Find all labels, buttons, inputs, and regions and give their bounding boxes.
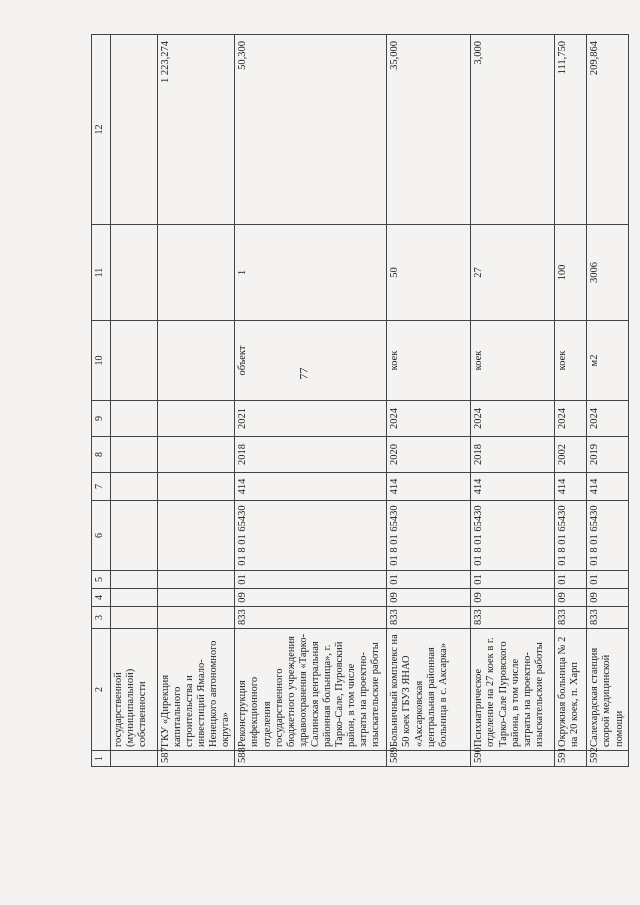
- header-cell: 3: [92, 607, 111, 629]
- unit-cell: объект: [235, 321, 387, 401]
- year-cell: [158, 401, 235, 437]
- code-cell: 833: [555, 607, 587, 629]
- code-cell: [158, 473, 235, 501]
- object-name-cell: Салехардская станция скорой медицинской помощи: [587, 629, 628, 751]
- table-row: [587, 35, 628, 767]
- capacity-cell: 27: [471, 225, 555, 321]
- row-number-cell: 588: [235, 751, 387, 767]
- code-cell: 833: [235, 607, 387, 629]
- code-cell: 414: [555, 473, 587, 501]
- year-cell: 2024: [471, 401, 555, 437]
- rotated-table-container: [91, 35, 625, 767]
- object-name-cell: государственной (муниципальной) собственности: [111, 629, 158, 751]
- capacity-cell: 3006: [587, 225, 628, 321]
- year-cell: 2024: [387, 401, 471, 437]
- unit-cell: коек: [555, 321, 587, 401]
- table-row: [158, 35, 235, 767]
- code-cell: 414: [587, 473, 628, 501]
- year-cell: 2024: [587, 401, 628, 437]
- code-cell: [111, 607, 158, 629]
- code-cell: [111, 501, 158, 571]
- capacity-cell: [111, 225, 158, 321]
- table-header-row: [92, 35, 111, 767]
- table-viewport: [91, 35, 625, 767]
- amount-cell: 3,000: [471, 35, 555, 225]
- object-name-cell: Реконструкция инфекционного отделения государственного бюджетного учреждения здравоохранения «Тарко-Салинская центральная районная больница», г. Тарко-Сале, Пуровский район, в том числе затраты на проектно-изыскательские работы: [235, 629, 387, 751]
- code-cell: 09: [471, 589, 555, 607]
- year-cell: 2020: [387, 437, 471, 473]
- object-name-cell: Больничный комплекс на 50 коек ГБУЗ ЯНАО «Аксарковская центральная районная больница в с. Аксарка»: [387, 629, 471, 751]
- unit-cell: коек: [471, 321, 555, 401]
- code-cell: 833: [471, 607, 555, 629]
- row-number-cell: 592: [587, 751, 628, 767]
- code-cell: 414: [387, 473, 471, 501]
- unit-cell: м2: [587, 321, 628, 401]
- unit-cell: коек: [387, 321, 471, 401]
- code-cell: 833: [587, 607, 628, 629]
- amount-cell: [111, 35, 158, 225]
- code-cell: 01: [555, 571, 587, 589]
- header-cell: 9: [92, 401, 111, 437]
- header-cell: 8: [92, 437, 111, 473]
- year-cell: 2002: [555, 437, 587, 473]
- table-row: [111, 35, 158, 767]
- code-cell: 09: [235, 589, 387, 607]
- row-number-cell: 587: [158, 751, 235, 767]
- object-name-cell: ГКУ «Дирекция капитального строительства и инвестиций Ямало-Ненецкого автономного округа»: [158, 629, 235, 751]
- year-cell: 2021: [235, 401, 387, 437]
- table-row: [555, 35, 587, 767]
- code-cell: [111, 589, 158, 607]
- year-cell: 2018: [235, 437, 387, 473]
- code-cell: 01 8 01 65430: [555, 501, 587, 571]
- row-number-cell: 591: [555, 751, 587, 767]
- table-row: [387, 35, 471, 767]
- code-cell: 01 8 01 65430: [387, 501, 471, 571]
- header-cell: 11: [92, 225, 111, 321]
- year-cell: 2024: [555, 401, 587, 437]
- header-cell: 6: [92, 501, 111, 571]
- capacity-cell: 50: [387, 225, 471, 321]
- code-cell: 414: [235, 473, 387, 501]
- header-cell: 10: [92, 321, 111, 401]
- row-number-cell: 589: [387, 751, 471, 767]
- code-cell: 414: [471, 473, 555, 501]
- amount-cell: 35,000: [387, 35, 471, 225]
- code-cell: 01 8 01 65430: [471, 501, 555, 571]
- amount-cell: 111,750: [555, 35, 587, 225]
- header-cell: 4: [92, 589, 111, 607]
- code-cell: 09: [587, 589, 628, 607]
- year-cell: 2019: [587, 437, 628, 473]
- capacity-cell: 1: [235, 225, 387, 321]
- code-cell: 01: [387, 571, 471, 589]
- header-cell: 2: [92, 629, 111, 751]
- row-number-cell: 590: [471, 751, 555, 767]
- table-row: [471, 35, 555, 767]
- capacity-cell: 100: [555, 225, 587, 321]
- code-cell: 01: [235, 571, 387, 589]
- code-cell: 01 8 01 65430: [235, 501, 387, 571]
- amount-cell: 209,864: [587, 35, 628, 225]
- row-number-cell: [111, 751, 158, 767]
- page-number: 77: [296, 367, 311, 380]
- code-cell: [158, 589, 235, 607]
- budget-table: [91, 34, 629, 767]
- code-cell: [111, 571, 158, 589]
- header-cell: 12: [92, 35, 111, 225]
- header-cell: 1: [92, 751, 111, 767]
- code-cell: 09: [555, 589, 587, 607]
- unit-cell: [158, 321, 235, 401]
- code-cell: 833: [387, 607, 471, 629]
- year-cell: [111, 401, 158, 437]
- code-cell: 01: [587, 571, 628, 589]
- code-cell: 01 8 01 65430: [587, 501, 628, 571]
- header-cell: 7: [92, 473, 111, 501]
- amount-cell: 1 223,274: [158, 35, 235, 225]
- code-cell: 09: [387, 589, 471, 607]
- object-name-cell: Психиатрическое отделение на 27 коек в г. Тарко-Сале Пуровского района, в том числе затраты на проектно-изыскательские работы: [471, 629, 555, 751]
- code-cell: [158, 501, 235, 571]
- year-cell: [111, 437, 158, 473]
- object-name-cell: Окружная больница № 2 на 20 коек, п. Харп: [555, 629, 587, 751]
- code-cell: [158, 607, 235, 629]
- year-cell: 2018: [471, 437, 555, 473]
- code-cell: [158, 571, 235, 589]
- unit-cell: [111, 321, 158, 401]
- amount-cell: 50,300: [235, 35, 387, 225]
- year-cell: [158, 437, 235, 473]
- header-cell: 5: [92, 571, 111, 589]
- code-cell: [111, 473, 158, 501]
- code-cell: 01: [471, 571, 555, 589]
- capacity-cell: [158, 225, 235, 321]
- table-row: [235, 35, 387, 767]
